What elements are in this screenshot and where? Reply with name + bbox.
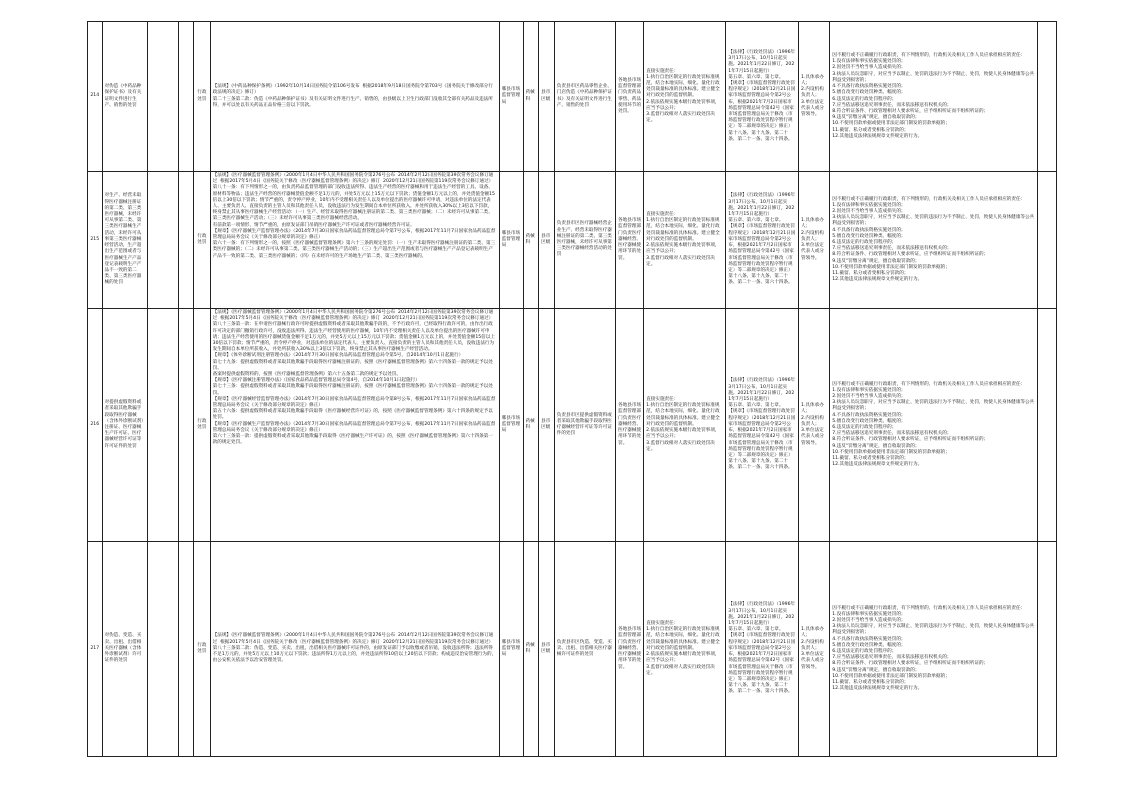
table-row: [88, 309, 1057, 542]
item-name: 对提供虚假资料或者采取其他欺骗手段取得医疗器械（含体外诊断试剂）注册证、医疗器械生产许可证、医疗器械经营许可证等许可证件的处罚: [102, 309, 148, 542]
remark-cell: [1038, 22, 1057, 172]
level: 县市区级: [539, 172, 555, 309]
responsible-subject: 1.具体承办人； 2.内设机构负责人； 3.单位法定代表人或分管领导。: [799, 542, 830, 757]
blank-cell: [148, 309, 179, 542]
scope: 负责县市区伪造、变造、买卖、出租、出借相关医疗器械许可证件的处罚: [554, 542, 615, 757]
department: 药械科: [523, 22, 539, 172]
department: 药械科: [523, 172, 539, 309]
power-list-table: [87, 21, 1057, 757]
remark-cell: [1038, 309, 1057, 542]
responsible-subject: 1.具体承办人； 2.内设机构负责人； 3.单位法定代表人或分管领导。: [799, 309, 830, 542]
law-basis: 【法律】《行政处罚法》（1996年3月17日公布，10月1日起实施。2021年1月22日修订，2021年7月15日起施行） 第五章、第六章、第七章。 【规章】《市场监督管理行政处罚程序规定》（2018年12月21日国家市场监督管理总局令第2号公布，根据2021年7月2日国家市场监督管理总局令第42号《国家市场监督管理总局关于修改〈市场监督管理行政处罚程序暂行规定〉等二部规章的决定》修正） 第十八条、第十九条、第二十条、第二十一条、第六十四条。: [726, 22, 799, 172]
department: 药械科: [523, 309, 539, 542]
implementing-org: 郫县市场监督管理局: [499, 309, 523, 542]
item-name: 对伪造《中药品种保护证书》及有关证明文件进行生产、销售的处罚: [102, 22, 148, 172]
blank-cell: [179, 542, 194, 757]
blank-cell: [179, 172, 194, 309]
law-basis: 【法律】《行政处罚法》（1996年3月17日公布，10月1日起实施。2021年1月22日修订，2021年7月15日起施行） 第五章、第六章、第七章。 【规章】《市场监督管理行政处罚程序规定》（2018年12月21日国家市场监督管理总局令第2号公布，根据2021年7月2日国家市场监督管理总局令第42号《国家市场监督管理总局关于修改〈市场监督管理行政处罚程序暂行规定〉等二部规章的决定》修正） 第十八条、第十九条、第二十条、第二十一条、第六十四条。: [726, 309, 799, 542]
table-row: [88, 22, 1057, 172]
duty: 直接实施责任： 1.执行自治区制定的行政处罚标准规范，结合本地实际，细化、量化行政处罚裁量标准的具体标准。建立健全对行政处罚的监督机制。 2.依法依规实施本级行政处罚事项，应当予以公开； 3.监督行政相对人落实行政处罚决定。: [644, 172, 726, 309]
responsible-dept: 各地县市场监督管理部门负责药品零售、药品使用环节的处罚。: [616, 22, 644, 172]
law-basis: 【法律】《行政处罚法》（1996年3月17日公布，10月1日起实施。2021年1月22日修订，2021年7月15日起施行） 第五章、第六章、第七章。 【规章】《市场监督管理行政处罚程序规定》（2018年12月21日国家市场监督管理总局令第2号公布，根据2021年7月2日国家市场监督管理总局令第42号《国家市场监督管理总局关于修改〈市场监督管理行政处罚程序暂行规定〉等二部规章的决定》修正） 第十八条、第十九条、第二十条、第二十一条、第六十四条。: [726, 172, 799, 309]
accountability: 因不履行或不正确履行行政职责，有下列情形的，行政机关及相关工作人员应承担相应的责任： 1.没有法律和事实依据实施处罚的； 2.因处罚不当给当事人造成损失的； 3.执法人员玩忽职守，对应当予以制止、处罚的违法行为不予制止、处罚，致使人民身体健康等公共利益受到损害的； 4.不具备行政执法资格实施处罚的； 5.擅自改变行政处罚种类、幅度的； 6.违反法定的行政处罚程序的； 7.应当依法移送追究刑事责任，而未依法移送有权机关的； 8.符合听证条件、行政管理相对人要求听证，应予组织听证而不组织听证的； 9.违反“罚缴分离”规定，擅自收取罚款的； 10.不使用罚款单据或使用非法定部门制发的罚款单据的； 11.截留、私分或者变相私分罚款的； 12.其他违反法律法规规章文件规定的行为。: [830, 172, 1038, 309]
category: 行政处罚: [194, 172, 211, 309]
accountability: 因不履行或不正确履行行政职责，有下列情形的，行政机关及相关工作人员应承担相应的责任： 1.没有法律和事实依据实施处罚的； 2.因处罚不当给当事人造成损失的； 3.执法人员玩忽职守，对应当予以制止、处罚的违法行为不予制止、处罚，致使人民身体健康等公共利益受到损害的； 4.不具备行政执法资格实施处罚的； 5.擅自改变行政处罚种类、幅度的； 6.违反法定的行政处罚程序的； 7.应当依法移送追究刑事责任，而未依法移送有权机关的； 8.符合听证条件、行政管理相对人要求听证，应予组织听证而不组织听证的； 9.违反“罚缴分离”规定，擅自收取罚款的； 10.不使用罚款单据或使用非法定部门制发的罚款单据的； 11.截留、私分或者变相私分罚款的； 12.其他违反法律法规规章文件规定的行为。: [830, 309, 1038, 542]
row-index: 217: [88, 542, 103, 757]
item-name: 对生产、经营未取得医疗器械注册证的第二类、第三类医疗器械，未经许可从事第二类、第三类医疗器械生产活动，未经许可从事第三类医疗器械经营活动，生产超出生产范围或者与医疗器械生产产品登记表载明生产产品不一致的第二类、第三类医疗器械的处罚: [102, 172, 148, 309]
level: 县市区级: [539, 22, 555, 172]
legal-basis: 【法规】《医疗器械监督管理条例》（2000年1月4日中华人民共和国国务院令第276号公布 2014年2月12日国务院第39次常务会议修订通过 根据2017年5月4日《国务院关于修改〈医疗器械监督管理条例〉的决定》修订 2020年12月21日国务院第119次常务会议修订通过） 第八十三条第二款：伪造、变造、买卖、出租、出借相关医疗器械许可证件的，由原发证部门予以收缴或者吊销，没收违法所得；违法所得不足1万元的，并处5万元以上10万元以下罚款；违法所得1万元以上的，并处违法所得10倍以上20倍以下罚款；构成违反治安管理行为的，由公安机关依法予以治安管理处罚。: [210, 542, 499, 757]
legal-basis: 【法规】《医疗器械监督管理条例》（2000年1月4日中华人民共和国国务院令第276号公布 2014年2月12日国务院第39次常务会议修订通过 根据2017年5月4日《国务院关于修改〈医疗器械监督管理条例〉的决定》修订 2020年12月21日国务院第119次常务会议修订通过） 第八十三条第一款：在申请医疗器械行政许可时提供虚假资料或者采取其他欺骗手段的，不予行政许可，已经取得行政许可的，由作出行政许可决定的部门撤销行政许可，没收违法所得、违法生产经营使用的医疗器械，10年内不受理相关责任人以及单位提出的医疗器械许可申请；违法生产经营使用的医疗器械货值金额不足1万元的，并处5万元以上15万元以下罚款；货值金额1万元以上的，并处货值金额15倍以上30倍以下罚款；情节严重的，责令停产停业，对违法单位的法定代表人、主要负责人、直接负责的主管人员和其他责任人员，没收违法行为发生期间自本单位所获收入，并处所获收入30%以上3倍以下罚款，终身禁止其从事医疗器械生产经营活动。 【规章】《体外诊断试剂注册管理办法》（2014年7月30日国家食品药品监督管理总局令第5号，自2014年10月1日起施行） 第七十九条：提供虚假资料或者采取其他欺骗手段取得医疗器械注册证的，按照《医疗器械监督管理条例》第六十四条第一款的规定予以处罚。 备案时提供虚假资料的，按照《医疗器械监督管理条例》第六十五条第二款的规定予以处罚。 【规章】《医疗器械注册管理办法》（国家食品药品监督管理总局令第4号，自2014年10月1日起施行） 第七十三条：提供虚假资料或者采取其他欺骗手段取得医疗器械注册证的，按照《医疗器械监督管理条例》第六十四条第一款的规定予以处罚。 【规章】《医疗器械经营监督管理办法》（2014年7月30日国家食品药品监督管理总局令第8号公布，根据2017年11月7日国家食品药品监督管理总局局务会议《关于修改部分规章的决定》修正） 第五十六条：提供虚假资料或者采取其他欺骗手段取得《医疗器械经营许可证》的，按照《医疗器械监督管理条例》第六十四条的规定予以处罚。 【规章】《医疗器械生产监督管理办法》（2014年7月30日国家食品药品监督管理总局令第7号公布，根据2017年11月7日国家食品药品监督管理总局局务会议《关于修改部分规章的决定》修正） 第六十三条第一款：提供虚假资料或者采取其他欺骗手段取得《医疗器械生产许可证》的，按照《医疗器械监督管理条例》第六十四条第一款的规定处罚。: [210, 309, 499, 542]
category: 行政处罚: [194, 542, 211, 757]
blank-cell: [148, 542, 179, 757]
legal-basis: 【法规】《医疗器械监督管理条例》（2000年1月4日中华人民共和国国务院令第276号公布 2014年2月12日国务院第39次常务会议修订通过 根据2017年5月4日《国务院关于修改〈医疗器械监督管理条例〉的决定》修订 2020年12月21日国务院第119次常务会议修订通过） 第八十一条：有下列情形之一的，由负责药品监督管理的部门没收违法所得、违法生产经营的医疗器械和用于违法生产经营的工具、设备、原材料等物品；违法生产经营的医疗器械货值金额不足1万元的，并处5万元以上15万元以下罚款；货值金额1万元以上的，并处货值金额15倍以上30倍以下罚款；情节严重的，责令停产停业，10年内不受理相关责任人以及单位提出的医疗器械许可申请，对违法单位的法定代表人、主要负责人、直接负责的主管人员和其他责任人员，没收违法行为发生期间自本单位所获收入，并处所获收入30%以上3倍以下罚款，终身禁止其从事医疗器械生产经营活动：（一）生产、经营未取得医疗器械注册证的第二类、第三类医疗器械；（二）未经许可从事第二类、第三类医疗器械生产活动；（三）未经许可从事第三类医疗器械经营活动。 有前款第一项情形、情节严重的，由原发证部门吊销医疗器械生产许可证或者医疗器械经营许可证。 【规章】《医疗器械生产监督管理办法》（2014年7月30日国家食品药品监督管理总局令第7号公布，根据2017年11月7日国家食品药品监督管理总局局务会议《关于修改部分规章的决定》修正） 第六十一条：有下列情形之一的，按照《医疗器械监督管理条例》第六十三条的规定处罚：（一）生产未取得医疗器械注册证的第二类、第三类医疗器械的；（二）未经许可从事第二类、第三类医疗器械生产活动的；（三）生产超出生产范围或者与医疗器械生产产品登记表载明生产产品不一致的第二类、第三类医疗器械的；（四）在未经许可的生产场地生产第二类、第三类医疗器械的。: [210, 172, 499, 309]
category: 行政处罚: [194, 309, 211, 542]
category: 行政处罚: [194, 22, 211, 172]
table-row: [88, 172, 1057, 309]
item-name: 对伪造、变造、买卖、出租、出借相关医疗器械（含体外诊断试剂）许可证件的处罚: [102, 542, 148, 757]
responsible-dept: 各地县市场监督管理部门负责医疗器械经营、医疗器械使用环节的处罚。: [616, 309, 644, 542]
implementing-org: 郫县市场监督管理局: [499, 542, 523, 757]
department: 药械科: [523, 542, 539, 757]
responsible-subject: 1.具体承办人； 2.内设机构负责人； 3.单位法定代表人或分管领导。: [799, 22, 830, 172]
blank-cell: [179, 309, 194, 542]
row-index: 214: [88, 22, 103, 172]
duty: 直接实施责任： 1.执行自治区制定的行政处罚标准规范，结合本地实际，细化、量化行政处罚裁量标准的具体标准。建立健全对行政处罚的监督机制。 2.依法依规实施本级行政处罚事项，应当予以公开； 3.监督行政相对人落实行政处罚决定。: [644, 22, 726, 172]
responsible-dept: 各地县市场监督管理部门负责医疗器械经营、医疗器械使用环节的处罚。: [616, 542, 644, 757]
level: 县市区级: [539, 542, 555, 757]
row-index: 215: [88, 172, 103, 309]
row-index: 216: [88, 309, 103, 542]
implementing-org: 郫县市场监督管理局: [499, 172, 523, 309]
remark-cell: [1038, 172, 1057, 309]
remark-cell: [1038, 542, 1057, 757]
table-row: [88, 542, 1057, 757]
blank-cell: [148, 172, 179, 309]
scope: 负责县市区药品零售企业、门店伪造《中药品种保护证书》及有关证明文件进行生产、销售的处罚: [554, 22, 615, 172]
level: 县市区级: [539, 309, 555, 542]
legal-basis: 【法规】《中药品种保护条例》（1992年10月14日国务院令第106号发布 根据2018年9月18日国务院令第703号《国务院关于修改部分行政法规的决定》修订） 第二十三条第二款：伪造《中药品种保护证书》及有关证明文件进行生产、销售的，由县级以上卫生行政部门没收其全部有关药品及违法所得，并可以处以有关药品正品价格三倍以下罚款。: [210, 22, 499, 172]
blank-cell: [148, 22, 179, 172]
law-basis: 【法律】《行政处罚法》（1996年3月17日公布，10月1日起实施。2021年1月22日修订，2021年7月15日起施行） 第五章、第六章、第七章。 【规章】《市场监督管理行政处罚程序规定》（2018年12月21日国家市场监督管理总局令第2号公布，根据2021年7月2日国家市场监督管理总局令第42号《国家市场监督管理总局关于修改〈市场监督管理行政处罚程序暂行规定〉等二部规章的决定》修正） 第十八条、第十九条、第二十条、第二十一条、第六十四条。: [726, 542, 799, 757]
duty: 直接实施责任： 1.执行自治区制定的行政处罚标准规范，结合本地实际，细化、量化行政处罚裁量标准的具体标准。建立健全对行政处罚的监督机制。 2.依法依规实施本级行政处罚事项，应当予以公开； 3.监督行政相对人落实行政处罚决定。: [644, 309, 726, 542]
duty: 直接实施责任： 1.执行自治区制定的行政处罚标准规范，结合本地实际，细化、量化行政处罚裁量标准的具体标准。建立健全对行政处罚的监督机制。 2.依法依规实施本级行政处罚事项，应当予以公开； 3.监督行政相对人落实行政处罚决定。: [644, 542, 726, 757]
accountability: 因不履行或不正确履行行政职责，有下列情形的，行政机关及相关工作人员应承担相应的责任： 1.没有法律和事实依据实施处罚的； 2.因处罚不当给当事人造成损失的； 3.执法人员玩忽职守，对应当予以制止、处罚的违法行为不予制止、处罚，致使人民身体健康等公共利益受到损害的； 4.不具备行政执法资格实施处罚的； 5.擅自改变行政处罚种类、幅度的； 6.违反法定的行政处罚程序的； 7.应当依法移送追究刑事责任，而未依法移送有权机关的； 8.符合听证条件、行政管理相对人要求听证，应予组织听证而不组织听证的； 9.违反“罚缴分离”规定，擅自收取罚款的； 10.不使用罚款单据或使用非法定部门制发的罚款单据的； 11.截留、私分或者变相私分罚款的； 12.其他违反法律法规规章文件规定的行为。: [830, 22, 1038, 172]
responsible-dept: 各地县市场监督管理部门负责医疗器械经营、医疗器械使用环节的处罚。: [616, 172, 644, 309]
scope: 负责县市区提供虚假资料或者采取其他欺骗手段取得医疗器械经营许可证等许可证件的处罚: [554, 309, 615, 542]
scope: 负责县市区医疗器械经营企业生产、经营未取得医疗器械注册证的第二类、第三类医疗器械，未经许可从事第三类医疗器械经营活动的处罚: [554, 172, 615, 309]
implementing-org: 郫县市场监督管理局: [499, 22, 523, 172]
accountability: 因不履行或不正确履行行政职责，有下列情形的，行政机关及相关工作人员应承担相应的责任： 1.没有法律和事实依据实施处罚的； 2.因处罚不当给当事人造成损失的； 3.执法人员玩忽职守，对应当予以制止、处罚的违法行为不予制止、处罚，致使人民身体健康等公共利益受到损害的； 4.不具备行政执法资格实施处罚的； 5.擅自改变行政处罚种类、幅度的； 6.违反法定的行政处罚程序的； 7.应当依法移送追究刑事责任，而未依法移送有权机关的； 8.符合听证条件、行政管理相对人要求听证，应予组织听证而不组织听证的； 9.违反“罚缴分离”规定，擅自收取罚款的； 10.不使用罚款单据或使用非法定部门制发的罚款单据的； 11.截留、私分或者变相私分罚款的； 12.其他违反法律法规规章文件规定的行为。: [830, 542, 1038, 757]
responsible-subject: 1.具体承办人； 2.内设机构负责人； 3.单位法定代表人或分管领导。: [799, 172, 830, 309]
blank-cell: [179, 22, 194, 172]
